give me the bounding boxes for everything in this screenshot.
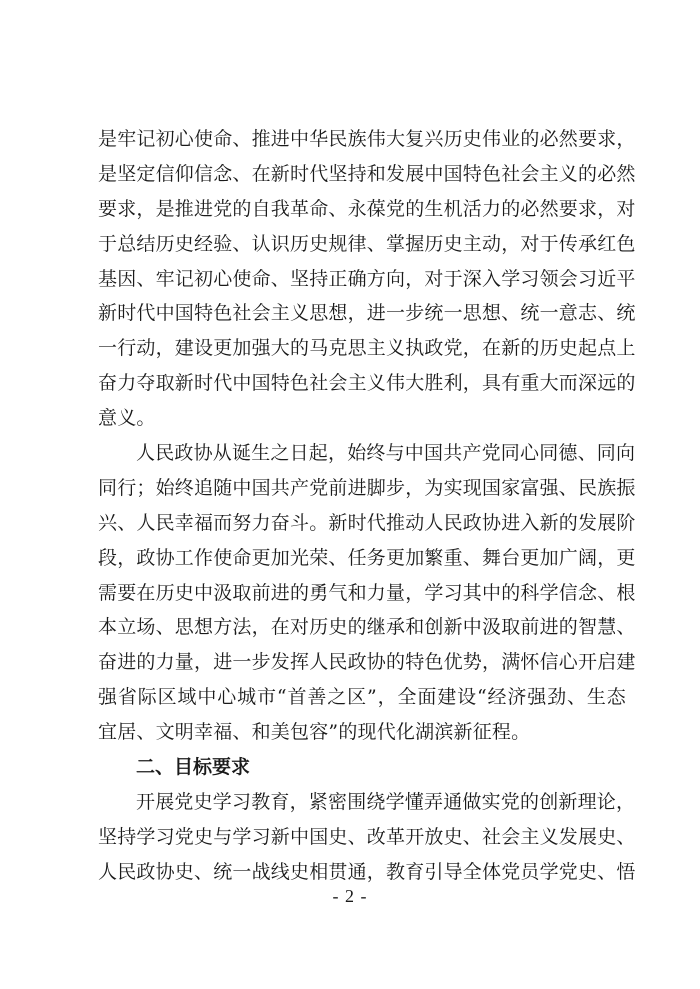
text-line: 基因、牢记初心使命、坚持正确方向，对于深入学习领会习近平	[98, 267, 636, 290]
text-line: 宜居、文明幸福、和美包容”的现代化湖滨新征程。	[98, 721, 531, 744]
text-line: 人民政协从诞生之日起，始终与中国共产党同心同德、同向	[136, 442, 636, 465]
text-line: 奋进的力量，进一步发挥人民政协的特色优势，满怀信心开启建	[98, 651, 636, 674]
text-line: 人民政协史、统一战线史相贯通，教育引导全体党员学党史、悟	[98, 860, 636, 883]
text-line: 本立场、思想方法，在对历史的继承和创新中汲取前进的智慧、	[98, 616, 636, 639]
paragraph-1	[98, 122, 636, 436]
text-line: 奋力夺取新时代中国特色社会主义伟大胜利，具有重大而深远的	[98, 372, 636, 395]
text-line: 同行；始终追随中国共产党前进脚步，为实现国家富强、民族振	[98, 476, 636, 499]
text-line: 开展党史学习教育，紧密围绕学懂弄通做实党的创新理论，	[136, 790, 636, 813]
text-line: 一行动，建设更加强大的马克思主义执政党，在新的历史起点上	[98, 337, 636, 360]
text-line: 新时代中国特色社会主义思想，进一步统一思想、统一意志、统	[98, 302, 636, 325]
text-line: 要求，是推进党的自我革命、永葆党的生机活力的必然要求，对	[98, 197, 636, 220]
text-line: 强省际区域中心城市“首善之区”，全面建设“经济强劲、生态	[98, 686, 626, 709]
text-line: 段，政协工作使命更加光荣、任务更加繁重、舞台更加广阔，更	[98, 546, 636, 569]
page-number: - 2 -	[332, 886, 368, 906]
paragraph-2	[98, 436, 636, 750]
paragraph-3	[98, 785, 636, 890]
text-line: 需要在历史中汲取前进的勇气和力量，学习其中的科学信念、根	[98, 581, 636, 604]
document-body	[98, 122, 636, 890]
text-line: 兴、人民幸福而努力奋斗。新时代推动人民政协进入新的发展阶	[98, 511, 636, 534]
section-heading: 二、目标要求	[136, 756, 251, 779]
text-line: 坚持学习党史与学习新中国史、改革开放史、社会主义发展史、	[98, 825, 636, 848]
text-line: 是牢记初心使命、推进中华民族伟大复兴历史伟业的必然要求，	[98, 128, 636, 150]
text-line: 是坚定信仰信念、在新时代坚持和发展中国特色社会主义的必然	[98, 162, 636, 185]
text-line: 意义。	[98, 407, 156, 430]
text-line: 于总结历史经验、认识历史规律、掌握历史主动，对于传承红色	[98, 232, 636, 255]
